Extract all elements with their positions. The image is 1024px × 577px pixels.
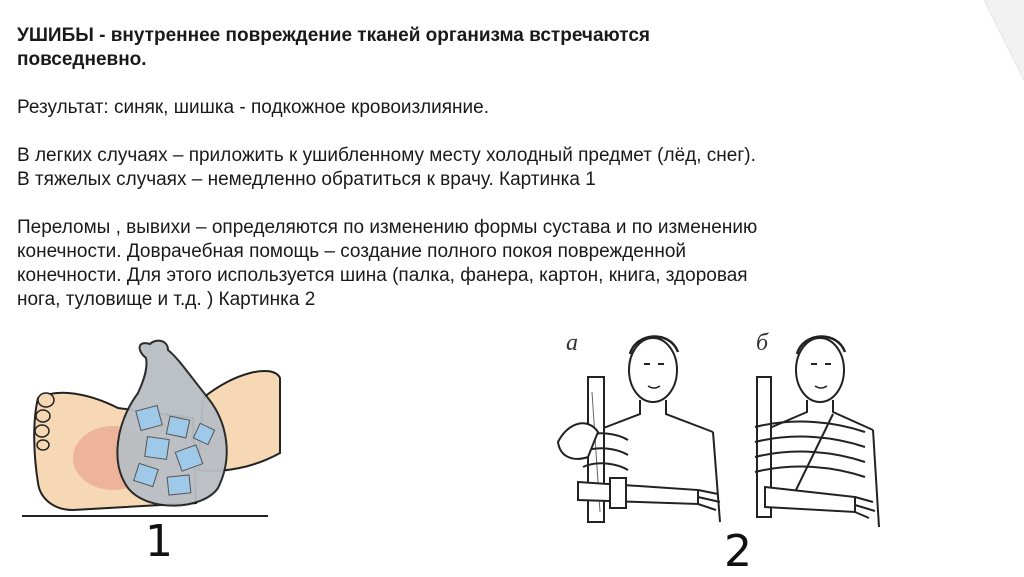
picture-2-number: 2 <box>724 526 752 577</box>
fractures-text-line-2: конечности. Доврачебная помощь – создание полного покоя поврежденной <box>17 241 687 262</box>
fractures-text-line-1: Переломы , вывихи – определяются по изменению формы сустава и по изменению <box>17 217 758 238</box>
light-cases-text: В легких случаях – приложить к ушибленному месту холодный предмет (лёд, снег). <box>17 145 756 166</box>
slide-text <box>17 24 977 312</box>
splint-panel-b-illustration <box>745 322 885 532</box>
result-text: Результат: синяк, шишка - подкожное кровоизлияние. <box>17 97 489 118</box>
fractures-text-line-4: нога, туловище и т.д. ) Картинка 2 <box>17 289 316 310</box>
severe-cases-text: В тяжелых случаях – немедленно обратиться к врачу. Картинка 1 <box>17 169 596 190</box>
splint-panel-a-illustration <box>548 322 728 532</box>
slide-title-line-1: УШИБЫ - внутреннее повреждение тканей организма встречаются <box>17 25 650 46</box>
slide-corner-decoration <box>984 0 1024 80</box>
panel-b-letter: б <box>756 330 769 356</box>
fractures-text-line-3: конечности. Для этого используется шина (палка, фанера, картон, книга, здоровая <box>17 265 748 286</box>
picture-1-number: 1 <box>145 516 173 567</box>
panel-a-letter: а <box>566 330 578 356</box>
ice-bag-illustration <box>18 338 288 528</box>
slide-title-line-2: повседневно. <box>17 49 147 70</box>
